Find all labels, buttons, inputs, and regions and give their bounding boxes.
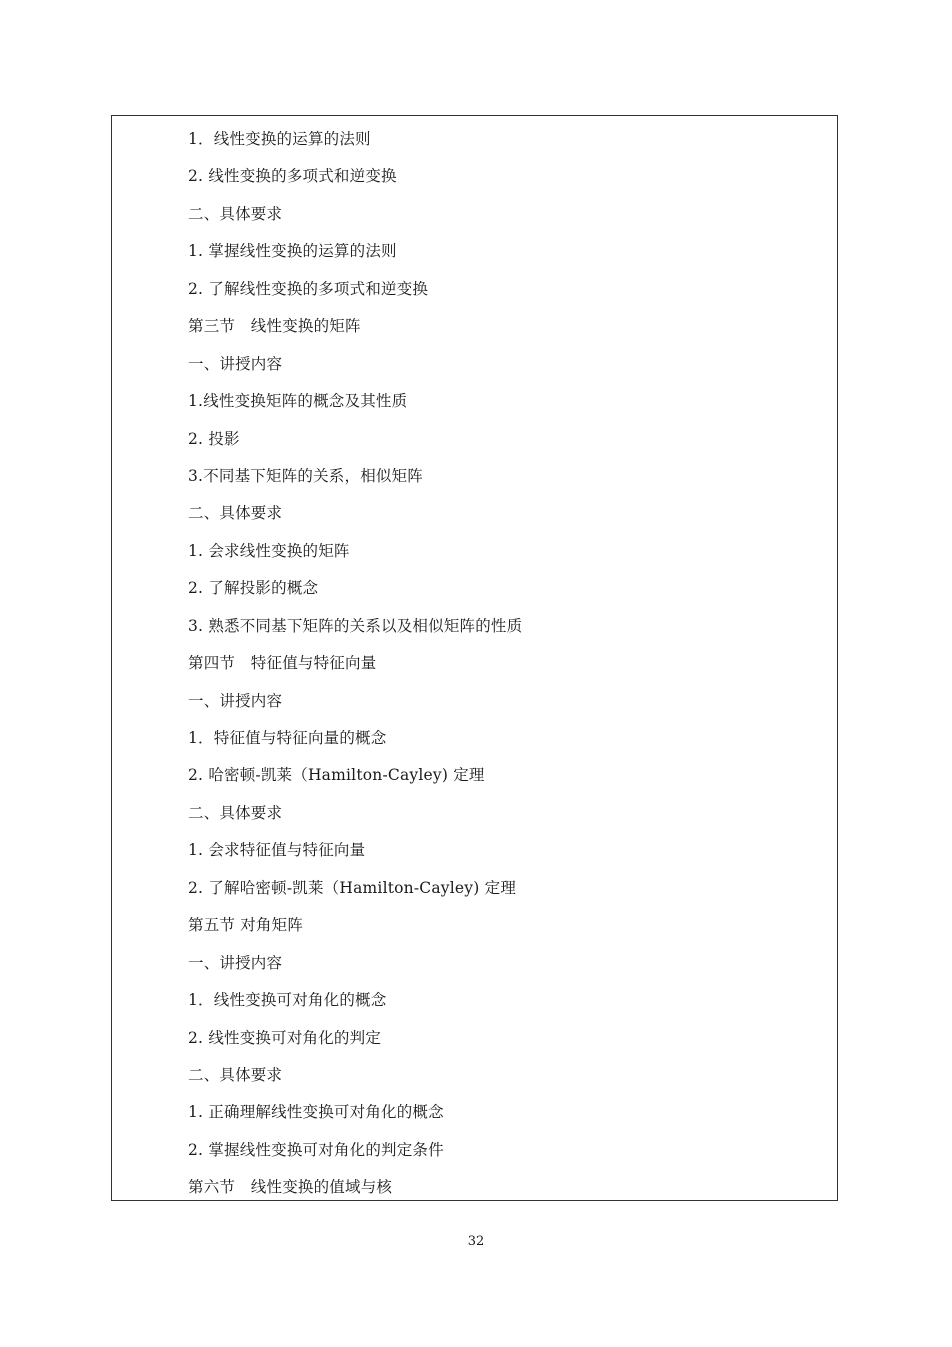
text-line: 2. 哈密顿-凯莱（Hamilton-Cayley) 定理	[188, 766, 485, 785]
text-line: 一、讲授内容	[188, 691, 283, 710]
text-line: 2. 掌握线性变换可对角化的判定条件	[188, 1140, 444, 1159]
text-line: 1. 会求线性变换的矩阵	[188, 541, 350, 560]
text-line: 一、讲授内容	[188, 354, 283, 373]
text-line: 1．线性变换可对角化的概念	[188, 991, 387, 1010]
section-heading: 第三节 线性变换的矩阵	[188, 317, 361, 336]
content-table-cell	[111, 115, 838, 1201]
text-line: 二、具体要求	[188, 204, 283, 223]
text-line: 2. 投影	[188, 429, 240, 448]
section-heading: 第四节 特征值与特征向量	[188, 654, 377, 673]
text-line: 3. 熟悉不同基下矩阵的关系以及相似矩阵的性质	[188, 616, 523, 635]
text-line: 1. 会求特征值与特征向量	[188, 841, 366, 860]
text-line: 1．特征值与特征向量的概念	[188, 729, 387, 747]
text-line: 1. 掌握线性变换的运算的法则	[188, 242, 397, 261]
text-line: 二、具体要求	[188, 504, 283, 523]
page-number: 32	[467, 1234, 485, 1249]
text-line: 2. 线性变换可对角化的判定	[188, 1028, 382, 1047]
section-heading: 第五节 对角矩阵	[188, 916, 304, 935]
content-lines	[188, 121, 522, 1207]
text-line: 1．线性变换的运算的法则	[188, 130, 371, 148]
text-line: 二、具体要求	[188, 1065, 283, 1084]
text-line: 3.不同基下矩阵的关系，相似矩阵	[188, 466, 423, 485]
text-line: 二、具体要求	[188, 803, 283, 822]
text-line: 1.线性变换矩阵的概念及其性质	[188, 392, 408, 411]
text-line: 2. 了解投影的概念	[188, 579, 319, 598]
text-line: 2. 线性变换的多项式和逆变换	[188, 167, 397, 186]
text-line: 1. 正确理解线性变换可对角化的概念	[188, 1103, 444, 1122]
text-line: 一、讲授内容	[188, 953, 283, 972]
section-heading: 第六节 线性变换的值域与核	[188, 1178, 393, 1197]
text-line: 2. 了解线性变换的多项式和逆变换	[188, 279, 429, 298]
text-line: 2. 了解哈密顿-凯莱（Hamilton-Cayley) 定理	[188, 878, 517, 897]
